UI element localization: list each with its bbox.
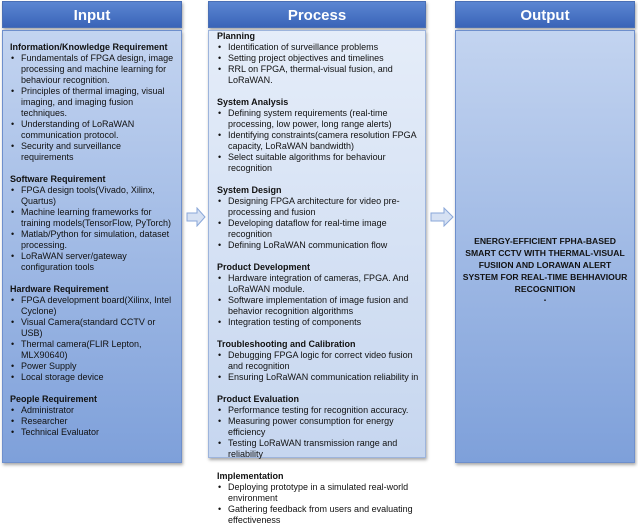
list-item: • Fundamentals of FPGA design, image processing and machine learning for behaviour recognition. (10, 53, 175, 86)
list-item: • Developing dataflow for real-time image recognition (217, 218, 421, 240)
process-section-title: Troubleshooting and Calibration (217, 339, 356, 349)
list-item: • Measuring power consumption for energy efficiency (217, 416, 421, 438)
list-item: • Matlab/Python for simulation, dataset processing. (10, 229, 175, 251)
list-item: • Machine learning frameworks for training models(TensorFlow, PyTorch) (10, 207, 175, 229)
list-item: • RRL on FPGA, thermal-visual fusion, and LoRaWAN. (217, 64, 421, 86)
output-title: ENERGY-EFFICIENT FPHA-BASED SMART CCTV WITH THERMAL-VISUAL FUSIION AND LORAWAN ALERT SYSTEM FOR REAL-TIME BEHHAVIOUR RECOGNITION (462, 236, 628, 294)
process-section-title: Product Evaluation (217, 394, 300, 404)
list-item: • FPGA development board(Xilinx, Intel Cyclone) (10, 295, 175, 317)
process-panel (208, 30, 426, 525)
process-section-title: System Design (217, 185, 282, 195)
list-item: • Software implementation of image fusion and behavior recognition algorithms (217, 295, 421, 317)
list-item: • Thermal camera(FLIR Lepton, MLX90640) (10, 339, 175, 361)
input-section-list (10, 295, 175, 383)
input-header: Input (2, 1, 182, 28)
process-section-list (217, 482, 421, 526)
output-panel (455, 30, 635, 463)
list-item: • Deploying prototype in a simulated real-world environment (217, 482, 421, 504)
arrow-right-icon (186, 207, 206, 227)
input-section-title: Information/Knowledge Requirement (10, 42, 168, 52)
input-panel (2, 30, 182, 463)
list-item: • Technical Evaluator (10, 427, 175, 438)
list-item: • LoRaWAN server/gateway configuration tools (10, 251, 175, 273)
process-section-list (217, 273, 421, 328)
process-section-list (217, 350, 421, 383)
list-item: • Setting project objectives and timelines (217, 53, 421, 64)
process-section-title: Implementation (217, 471, 284, 481)
process-header: Process (208, 1, 426, 28)
process-section-title: System Analysis (217, 97, 289, 107)
list-item: • Security and surveillance requirements (10, 141, 175, 163)
arrow-right-icon (430, 207, 454, 227)
list-item: • Administrator (10, 405, 175, 416)
list-item: • Designing FPGA architecture for video pre-processing and fusion (217, 196, 421, 218)
list-item: • Identifying constraints(camera resolution FPGA capacity, LoRaWAN bandwidth) (217, 130, 421, 152)
process-section-list (217, 405, 421, 460)
list-item: • FPGA design tools(Vivado, Xilinx, Quartus) (10, 185, 175, 207)
list-item: • Debugging FPGA logic for correct video fusion and recognition (217, 350, 421, 372)
output-header: Output (455, 1, 635, 28)
list-item: • Power Supply (10, 361, 175, 372)
list-item: • Hardware integration of cameras, FPGA. And LoRaWAN module. (217, 273, 421, 295)
list-item: • Defining system requirements (real-time processing, low power, long range alerts) (217, 108, 421, 130)
input-section-title: Hardware Requirement (10, 284, 109, 294)
input-section-list (10, 405, 175, 438)
list-item: • Testing LoRaWAN transmission range and reliability (217, 438, 421, 460)
process-section-title: Planning (217, 31, 255, 41)
list-item: • Local storage device (10, 372, 175, 383)
input-section-list (10, 185, 175, 273)
list-item: • Researcher (10, 416, 175, 427)
list-item: • Ensuring LoRaWAN communication reliability in (217, 372, 421, 383)
output-dot: . (543, 293, 547, 304)
process-section-list (217, 196, 421, 251)
list-item: • Select suitable algorithms for behaviour recognition (217, 152, 421, 174)
input-section-title: People Requirement (10, 394, 98, 404)
process-section-list (217, 108, 421, 174)
process-section-list (217, 42, 421, 86)
input-section-title: Software Requirement (10, 174, 106, 184)
list-item: • Identification of surveillance problems (217, 42, 421, 53)
process-section-title: Product Development (217, 262, 311, 272)
list-item: • Understanding of LoRaWAN communication protocol. (10, 119, 175, 141)
list-item: • Gathering feedback from users and evaluating effectiveness (217, 504, 421, 526)
list-item: • Visual Camera(standard CCTV or USB) (10, 317, 175, 339)
list-item: • Performance testing for recognition accuracy. (217, 405, 421, 416)
list-item: • Defining LoRaWAN communication flow (217, 240, 421, 251)
list-item: • Integration testing of components (217, 317, 421, 328)
list-item: • Principles of thermal imaging, visual imaging, and imaging fusion techniques. (10, 86, 175, 119)
input-section-list (10, 53, 175, 163)
